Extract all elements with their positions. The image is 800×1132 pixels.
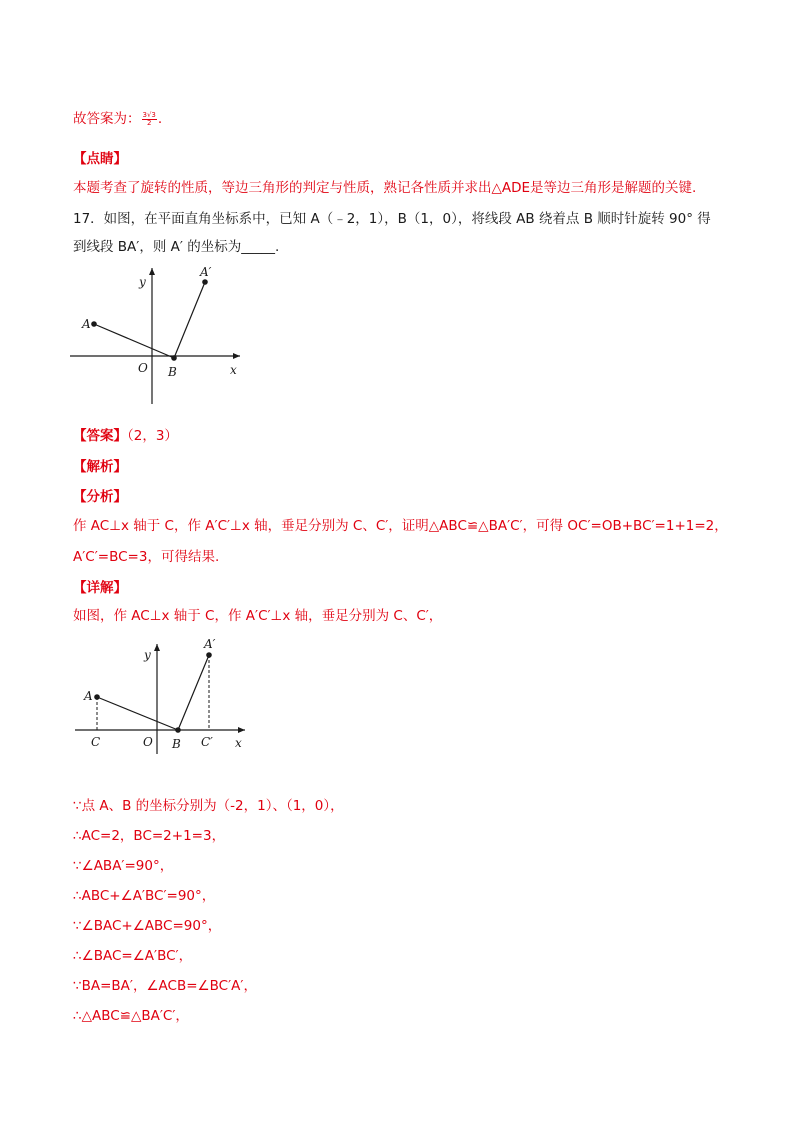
segment-ab [94,324,174,358]
fenxi-line-2: A′C′=BC=3，可得结果. [73,549,220,565]
xiangjie-heading: 【详解】 [73,580,127,596]
step-line: ∵BA=BA′，∠ACB=∠BC′A′， [73,978,257,994]
question-line-1: 17．如图，在平面直角坐标系中，已知 A（﹣2，1），B（1，0），将线段 AB 绕着点 B 顺时针旋转 90° 得 [73,211,711,227]
answer-fraction [142,112,157,127]
point-a-label: A [82,317,91,331]
step-line: ∴∠BAC=∠A′BC′， [73,948,193,964]
point-b [171,355,177,361]
point-b [175,727,181,733]
x-axis-label: x [230,363,237,377]
point-a [94,694,100,700]
point-a-label: A [84,689,93,703]
fraction-numerator: 3√3 [142,110,156,119]
answer-line [73,428,178,444]
point-a-prime [206,652,212,658]
y-axis-label: y [139,275,146,289]
step-line: ∵点 A、B 的坐标分别为（-2，1）、（1，0）， [73,798,344,814]
step-line: ∴AC=2，BC=2+1=3， [73,828,226,844]
step-line: ∴ABC+∠A′BC′=90°， [73,888,216,904]
x-axis-arrow [233,353,240,359]
dianjing-heading: 【点睛】 [73,151,127,167]
point-a-prime-label: A′ [200,265,212,279]
answer-heading: 【答案】 [73,428,127,444]
x-axis-arrow [238,727,245,733]
jiexi-heading: 【解析】 [73,459,127,475]
point-a-prime [202,279,208,285]
fraction-denominator: 2 [146,118,152,127]
point-c-label: C [91,735,101,749]
origin-label: O [138,361,148,375]
answer-value: （2，3） [127,428,178,444]
dianjing-text: 本题考查了旋转的性质，等边三角形的判定与性质，熟记各性质并求出△ADE是等边三角形是解题的关键. [73,180,697,196]
point-c-prime-label: C′ [201,735,213,749]
point-a [91,321,97,327]
point-b-label: B [172,737,181,751]
fenxi-heading: 【分析】 [73,489,127,505]
solution-figure [70,634,255,756]
xiangjie-intro: 如图，作 AC⊥x 轴于 C，作 A′C′⊥x 轴，垂足分别为 C、C′， [73,608,443,624]
origin-label: O [143,735,153,749]
point-a-prime-label: A′ [204,637,216,651]
previous-answer-suffix: . [157,111,163,127]
y-axis-arrow [154,644,160,651]
segment-ba-prime [174,282,205,358]
x-axis-label: x [235,736,242,750]
y-axis-label: y [144,648,151,662]
previous-answer-prefix: 故答案为： [73,111,141,127]
fenxi-line-1: 作 AC⊥x 轴于 C，作 A′C′⊥x 轴，垂足分别为 C、C′，证明△ABC≌△BA′C′，可得 OC′=OB+BC′=1+1=2， [73,518,728,534]
segment-ba-prime [178,655,209,730]
step-line: ∵∠ABA′=90°， [73,858,174,874]
question-figure [70,262,245,407]
point-b-label: B [168,365,177,379]
step-line: ∴△ABC≌△BA′C′， [73,1008,189,1024]
previous-answer-line [73,111,162,127]
y-axis-arrow [149,268,155,275]
step-line: ∵∠BAC+∠ABC=90°， [73,918,222,934]
segment-ab [97,697,178,730]
question-line-2: 到线段 BA′，则 A′ 的坐标为_____. [73,239,280,255]
